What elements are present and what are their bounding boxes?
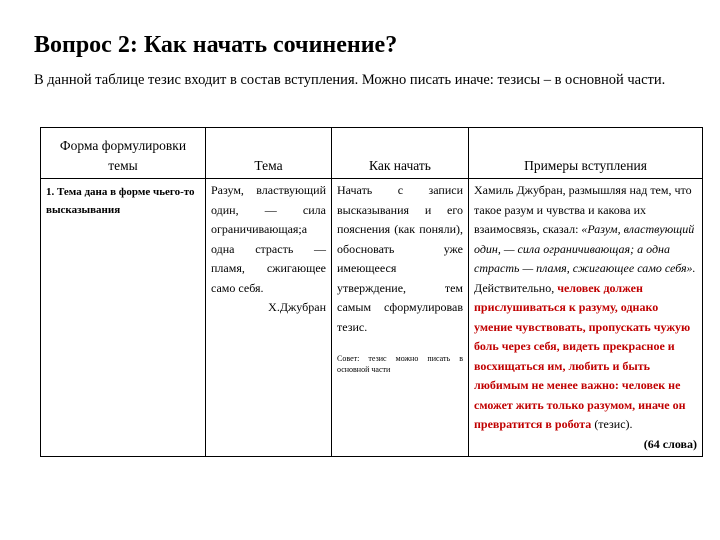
example-thesis: человек должен прислушиваться к разуму, однако умение чувствовать, пропускать чужую боль через себя, видеть прекрасное и восхищаться им, любить и быть любимым не менее важно: человек не сможет жить только разумом, иначе он превратится в робота	[474, 280, 691, 431]
example-intro: Хамиль Джубран, размышляя над тем, что такое разум и чувства и какова их взаимосвязь, сказал:	[474, 183, 692, 236]
table-header-row	[41, 128, 703, 179]
table-row	[41, 179, 703, 457]
cell-example	[469, 179, 703, 457]
word-count: (64 слова)	[643, 436, 697, 451]
theme-author: Х.Джубран	[268, 300, 326, 314]
example-tail: (тезис).	[591, 417, 633, 431]
essay-table	[40, 127, 703, 457]
header-form: Форма формулировки темы	[41, 128, 206, 179]
cell-theme	[206, 179, 332, 457]
cell-how-start	[332, 179, 469, 457]
intro-text: В данной таблице тезис входит в состав вступления. Можно писать иначе: тезисы – в основной части.	[34, 72, 666, 88]
page-title: Вопрос 2: Как начать сочинение?	[34, 32, 398, 58]
cell-form: 1. Тема дана в форме чьего-то высказывания	[41, 179, 206, 457]
how-start-note: Совет: тезис можно писать в основной части	[337, 354, 463, 374]
header-how-start: Как начать	[332, 128, 469, 179]
example-lead: Действительно,	[474, 280, 558, 295]
how-start-text: Начать с записи высказывания и его пояснения (как поняли), обосновать уже имеющееся утверждение, тем самым сформулировав тезис.	[337, 183, 463, 334]
header-theme: Тема	[206, 128, 332, 179]
example-quote: «Разум, властвующий один, — сила ограничивающая; а одна страсть — пламя, сжигающее само себя».	[474, 222, 696, 275]
header-examples: Примеры вступления	[469, 128, 703, 179]
theme-quote: Разум, властвующий один, — сила ограничивающая;а одна страсть — пламя, сжигающее само себя.	[211, 183, 326, 295]
